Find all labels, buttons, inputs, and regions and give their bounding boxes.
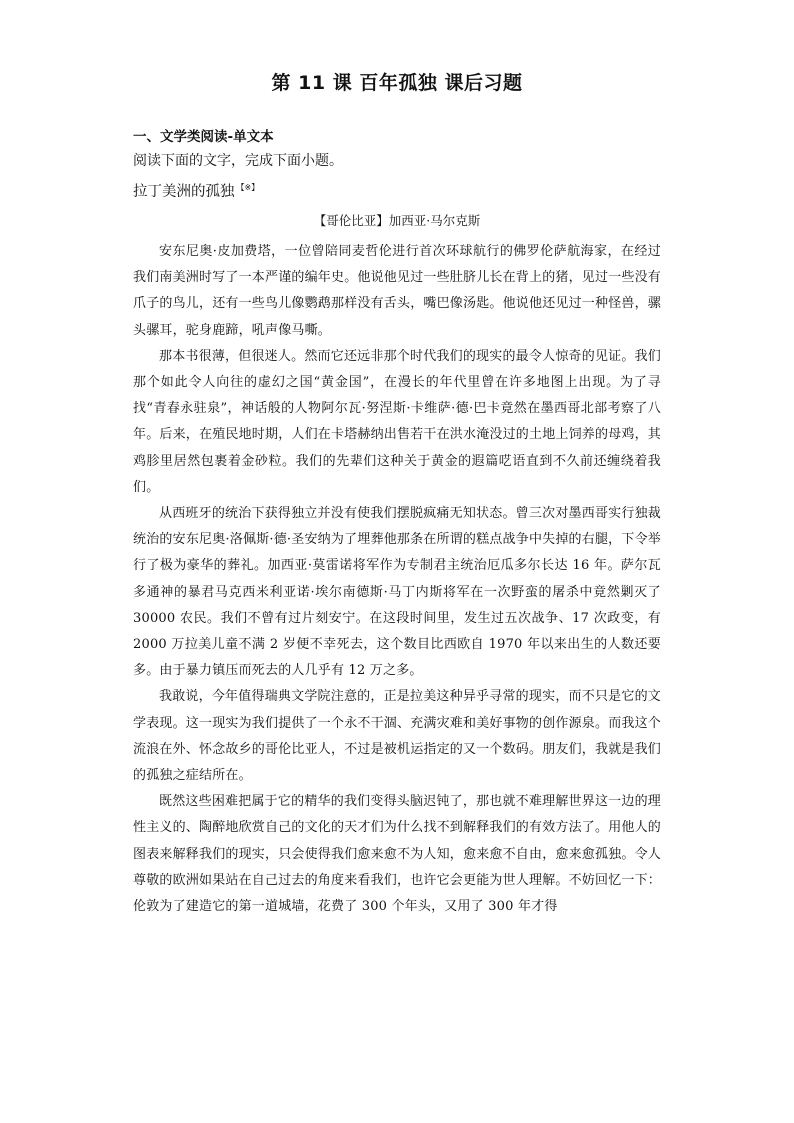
author-byline: 【哥伦比亚】加西亚·马尔克斯 (313, 213, 481, 228)
article-title-line (133, 180, 259, 201)
article-tag: 【※】 (236, 183, 260, 193)
article-body (133, 239, 661, 920)
paragraph-4: 我敢说，今年值得瑞典文学院注意的，正是拉美这种异乎寻常的现实，而不只是它的文学表现。这一现实为我们提供了一个永不干涸、充满灾难和美好事物的创作源泉。而我这个流浪在外、怀念故乡的哥伦比亚人，不过是被机运指定的又一个数码。朋友们，我就是我们的孤独之症结所在。 (133, 689, 662, 784)
section-heading: 一、文学类阅读-单文本 (133, 129, 274, 145)
paragraph-3: 从西班牙的统治下获得独立并没有使我们摆脱疯痛无知状态。曾三次对墨西哥实行独裁统治的安东尼奥·洛佩斯·德·圣安纳为了埋葬他那条在所谓的糕点战争中失掉的右腿，下令举行了极为豪华的葬礼。加西亚·莫雷诺将军作为专制君主统治厄瓜多尔长达 16 年。萨尔瓦多通神的暴君马克西米利亚诺·埃尔南德斯·马丁内斯将军在一次野蛮的屠杀中竟然剿灭了 30000 农民。我们不曾有过片刻安宁。在这段时间里，发生过五次战争、17 次政变，有 2000 万拉美儿童不满 2 岁便不幸死去，这个数目比西欧自 1970 年以来出生的人数还要多。由于暴力镇压而死去的人几乎有 12 万之多。 (133, 506, 661, 679)
paragraph-2: 那本书很薄，但很迷人。然而它还远非那个时代我们的现实的最令人惊奇的见证。我们那个如此令人向往的虚幻之国“黄金国”，在漫长的年代里曾在许多地图上出现。为了寻找“青春永驻泉”，神话般的人物阿尔瓦·努涅斯·卡维萨·德·巴卡竟然在墨西哥北部考察了八年。后来，在殖民地时期，人们在卡塔赫纳出售若干在洪水淹没过的土地上饲养的母鸡，其鸡胗里居然包裹着金砂粒。我们的先辈们这种关于黄金的遐篇呓语直到不久前还缠绕着我们。 (133, 348, 662, 495)
instruction-text: 阅读下面的文字，完成下面小题。 (133, 153, 343, 169)
paragraph-5: 既然这些困难把属于它的精华的我们变得头脑迟钝了，那也就不难理解世界这一边的理性主义的、陶醉地欣赏自己的文化的天才们为什么找不到解释我们的有效方法了。用他人的图表来解释我们的现实，只会使得我们愈来愈不为人知，愈来愈不自由，愈来愈孤独。令人尊敬的欧洲如果站在自己过去的角度来看我们，也许它会更能为世人理解。不妨回忆一下：伦敦为了建造它的第一道城墙，花费了 300 个年头，又用了 300 年才得 (133, 794, 662, 915)
article-title: 拉丁美洲的孤独 (133, 184, 235, 200)
page-title: 第 11 课 百年孤独 课后习题 (271, 72, 523, 94)
paragraph-1: 安东尼奥·皮加费塔，一位曾陪同麦哲伦进行首次环球航行的佛罗伦萨航海家，在经过我们南美洲时写了一本严谨的编年史。他说他见过一些肚脐儿长在背上的猪，见过一些没有爪子的鸟儿，还有一些鸟儿像鹦鹉那样没有舌头，嘴巴像汤匙。他说他还见过一种怪兽，骡头骡耳，驼身鹿蹄，吼声像马嘶。 (133, 244, 662, 338)
